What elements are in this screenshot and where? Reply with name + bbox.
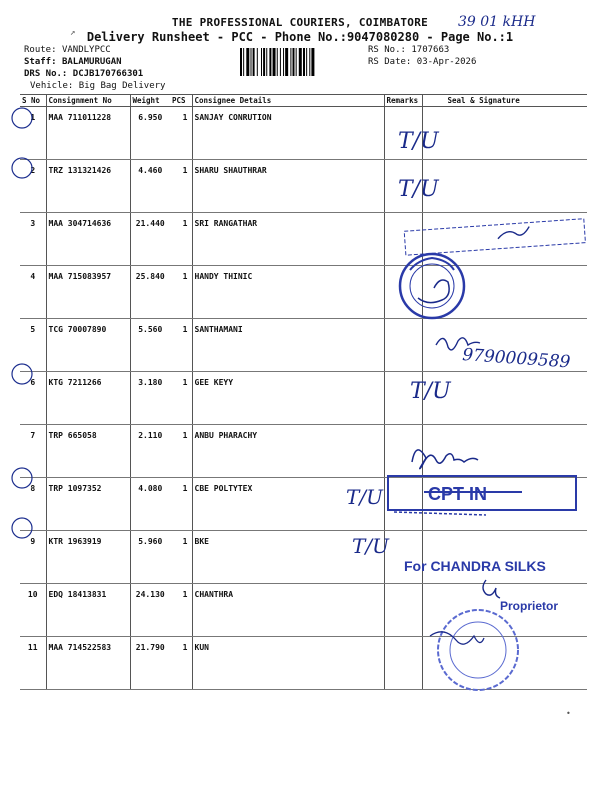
circle-mark-9: [12, 518, 32, 538]
rs-date-value: 03-Apr-2026: [416, 57, 477, 67]
row-consignee: SHARU SHAUTHRAR: [192, 160, 384, 213]
staff-label: Staff:: [24, 57, 57, 67]
route-value: VANDLYPCC: [61, 45, 111, 55]
proprietor-label: Proprietor: [500, 599, 559, 613]
row-consignment: MAA 711011228: [46, 107, 130, 160]
row-sno: 1: [20, 107, 46, 160]
col-consignment-header: Consignment No: [46, 95, 130, 107]
row-sno: 5: [20, 319, 46, 372]
row-weight: 2.110: [130, 425, 170, 478]
row-weight: 21.790: [130, 637, 170, 690]
route-label: Route:: [24, 45, 57, 55]
circle-mark-6: [12, 364, 32, 384]
row-pcs: 1: [170, 107, 192, 160]
row-consignment: TCG 70007890: [46, 319, 130, 372]
circle-mark-1: [12, 108, 32, 128]
row-consignee: HANDY THINIC: [192, 266, 384, 319]
phone-note: 9790009589: [461, 345, 571, 373]
row-weight: 6.950: [130, 107, 170, 160]
chandra-signature-icon: [483, 580, 500, 598]
rs-date-label: RS Date:: [368, 57, 412, 67]
row-consignee: GEE KEYY: [192, 372, 384, 425]
row-sno: 10: [20, 584, 46, 637]
row-consignee: SANJAY CONRUTION: [192, 107, 384, 160]
handy-thinic-seal-icon: [400, 254, 464, 318]
tu-mark-6: T/U: [410, 379, 451, 404]
row-consignee: SANTHAMANI: [192, 319, 384, 372]
row-sno: 6: [20, 372, 46, 425]
row-weight: 24.130: [130, 584, 170, 637]
row-sno: 8: [20, 478, 46, 531]
anbu-signature-icon: [412, 450, 478, 469]
col-weight-header: Weight: [130, 95, 170, 107]
row-sno: 11: [20, 637, 46, 690]
row-consignee: KUN: [192, 637, 384, 690]
row-consignee: CBE POLTYTEX: [192, 478, 384, 531]
row-consignment: KTR 1963919: [46, 531, 130, 584]
row-weight: 3.180: [130, 372, 170, 425]
row-pcs: 1: [170, 372, 192, 425]
sri-ranga-stamp-icon: [404, 219, 585, 255]
row-consignment: EDQ 18413831: [46, 584, 130, 637]
row-pcs: 1: [170, 266, 192, 319]
row-consignee: BKE: [192, 531, 384, 584]
col-remarks-header: Remarks: [384, 95, 422, 107]
bottom-marks: •: [566, 709, 571, 718]
row-consignment: MAA 714522583: [46, 637, 130, 690]
vehicle-label: Vehicle:: [30, 81, 74, 91]
corner-mark: ↗: [70, 28, 76, 38]
row-weight: 25.840: [130, 266, 170, 319]
row-weight: 5.560: [130, 319, 170, 372]
row-consignment: MAA 304714636: [46, 213, 130, 266]
vehicle-value: Big Bag Delivery: [78, 81, 166, 91]
circle-mark-2: [12, 158, 32, 178]
row-sno: 4: [20, 266, 46, 319]
chandra-silks-stamp: For CHANDRA SILKS: [404, 558, 546, 574]
row-pcs: 1: [170, 213, 192, 266]
row-weight: 4.460: [130, 160, 170, 213]
col-sno-header: S No: [20, 95, 46, 107]
row-sno: 3: [20, 213, 46, 266]
row-consignee: CHANTHRA: [192, 584, 384, 637]
row-pcs: 1: [170, 584, 192, 637]
row-pcs: 1: [170, 425, 192, 478]
tu-mark-2: T/U: [398, 177, 439, 202]
row-sno: 7: [20, 425, 46, 478]
circle-mark-8: [12, 468, 32, 488]
runsheet-title: Delivery Runsheet - PCC - Phone No.:9047080280 - Page No.:1: [86, 30, 514, 44]
row-consignment: MAA 715083957: [46, 266, 130, 319]
row-consignment: TRP 1097352: [46, 478, 130, 531]
row-consignment: KTG 7211266: [46, 372, 130, 425]
row-weight: 4.080: [130, 478, 170, 531]
row-consignment: TRZ 131321426: [46, 160, 130, 213]
row-pcs: 1: [170, 637, 192, 690]
row-consignee: SRI RANGATHAR: [192, 213, 384, 266]
row-sno: 2: [20, 160, 46, 213]
row-pcs: 1: [170, 319, 192, 372]
row-pcs: 1: [170, 531, 192, 584]
cpt-in-text: CPT IN: [428, 484, 488, 504]
tu-mark-1: T/U: [398, 129, 439, 154]
drs-label: DRS No.:: [24, 69, 68, 79]
cpt-in-stamp-icon: [388, 476, 576, 515]
row-consignment: TRP 665058: [46, 425, 130, 478]
row-pcs: 1: [170, 160, 192, 213]
row-sno: 9: [20, 531, 46, 584]
rs-no-label: RS No.:: [368, 45, 406, 55]
top-note: 39 01 kHH: [458, 14, 536, 30]
company-title: THE PROFESSIONAL COURIERS, COIMBATORE: [171, 16, 429, 29]
col-pcs-header: PCS: [170, 95, 192, 107]
row-pcs: 1: [170, 478, 192, 531]
tu-mark-8: T/U: [346, 485, 383, 509]
drs-value: DCJB170766301: [72, 69, 144, 79]
col-consignee-header: Consignee Details: [192, 95, 384, 107]
row-weight: 21.440: [130, 213, 170, 266]
tu-mark-9: T/U: [352, 534, 389, 558]
row-weight: 5.960: [130, 531, 170, 584]
kun-seal-icon: [430, 610, 518, 690]
staff-value: BALAMURUGAN: [61, 57, 122, 67]
rs-no-value: 1707663: [411, 45, 450, 55]
col-seal-header: Seal & Signature: [422, 95, 587, 107]
row-consignee: ANBU PHARACHY: [192, 425, 384, 478]
